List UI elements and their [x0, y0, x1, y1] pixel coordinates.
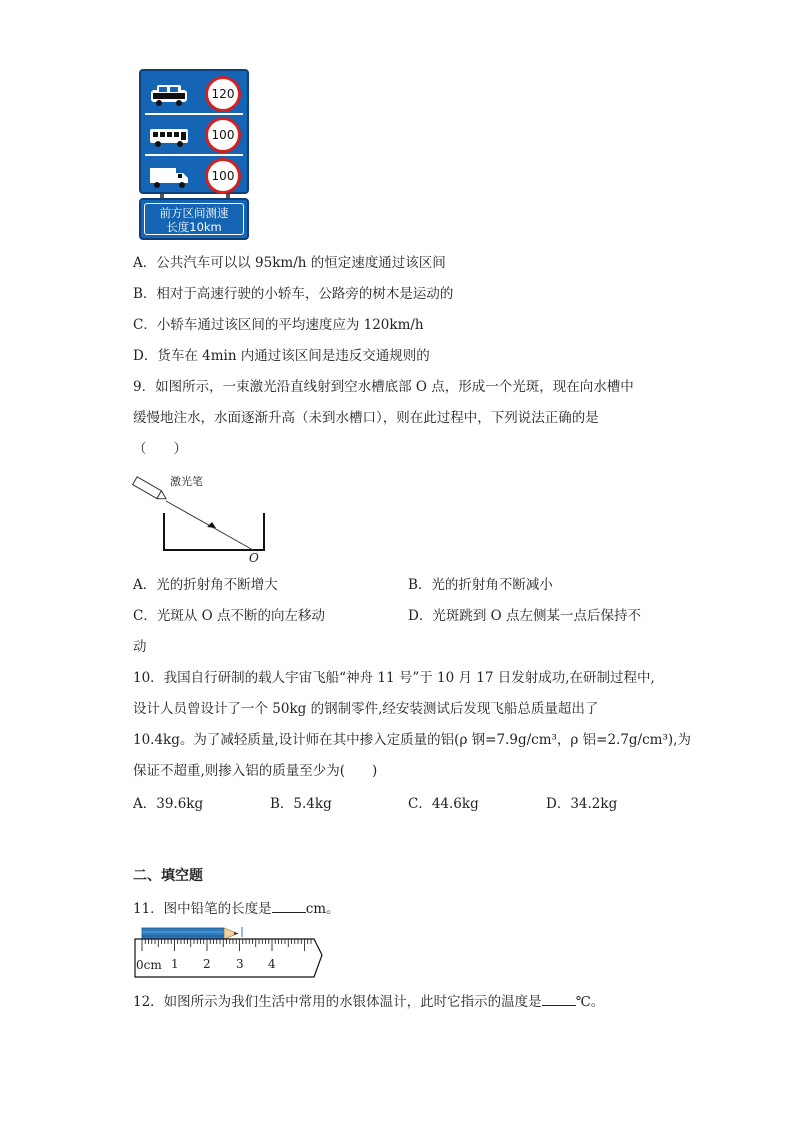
- q9-stem-line3: （ ）: [133, 441, 187, 457]
- q10-option-b: B．5.4kg: [270, 796, 332, 812]
- ruler-pencil-figure: [132, 925, 324, 983]
- section-speed-sign: [139, 198, 249, 240]
- ruler-label-0: 0cm: [136, 958, 162, 972]
- q12-prefix: 12．如图所示为我们生活中常用的水银体温计，此时它指示的温度是: [133, 994, 542, 1010]
- sign-row-bus: [147, 117, 241, 151]
- sign-text-line2: 长度10km: [166, 220, 222, 234]
- q10-stem-line1: 10．我国自行研制的载人宇宙飞船“神舟 11 号”于 10 月 17 日发射成功,在研制过程中,: [133, 670, 655, 686]
- laser-pen-label: 激光笔: [170, 475, 203, 488]
- q12-answer-blank[interactable]: [542, 991, 576, 1006]
- speed-limit-120: 120: [205, 76, 241, 112]
- q11-answer-blank[interactable]: [272, 898, 306, 913]
- q10-stem-line3: 10.4kg。为了减轻质量,设计师在其中掺入定质量的铝(ρ 钢=7.9g/cm³，ρ 铝=2.7g/cm³),为: [133, 732, 691, 748]
- ruler-label-1: 1: [171, 957, 179, 971]
- sign-row-car: [147, 76, 241, 110]
- ruler-label-2: 2: [203, 957, 211, 971]
- q12-stem: [133, 991, 604, 1012]
- sign-row-truck: [147, 158, 241, 192]
- q9-option-d: D．光斑跳到 O 点左侧某一点后保持不: [408, 608, 641, 624]
- q9-stem-line1: 9．如图所示，一束激光沿直线射到空水槽底部 O 点，形成一个光斑，现在向水槽中: [133, 379, 634, 395]
- q11-prefix: 11．图中铅笔的长度是: [133, 901, 272, 917]
- q11-stem: [133, 898, 340, 919]
- q11-suffix: cm。: [305, 901, 340, 917]
- ruler-label-4: 4: [268, 957, 276, 971]
- q10-option-c: C．44.6kg: [408, 796, 479, 812]
- speed-limit-sign: [139, 69, 249, 194]
- q9-stem-line2: 缓慢地注水，水面逐渐升高（未到水槽口），则在此过程中，下列说法正确的是: [133, 410, 599, 426]
- bus-icon: [149, 123, 189, 149]
- q9-option-c: C．光斑从 O 点不断的向左移动: [133, 608, 325, 624]
- q8-option-c: C．小轿车通过该区间的平均速度应为 120km/h: [133, 317, 424, 333]
- q8-option-b: B．相对于高速行驶的小轿车，公路旁的树木是运动的: [133, 286, 454, 302]
- q10-option-d: D．34.2kg: [546, 796, 618, 812]
- sign-divider: [145, 113, 243, 115]
- q8-option-a: A．公共汽车可以以 95km/h 的恒定速度通过该区间: [133, 255, 446, 271]
- car-icon: [149, 82, 189, 108]
- q9-option-d-cont: 动: [133, 639, 147, 655]
- section-title: 二、填空题: [133, 868, 203, 884]
- sign-divider: [145, 154, 243, 156]
- q10-option-a: A．39.6kg: [133, 796, 204, 812]
- q9-option-a: A．光的折射角不断增大: [133, 577, 278, 593]
- q9-option-b: B．光的折射角不断减小: [408, 577, 553, 593]
- speed-limit-100-truck: 100: [205, 158, 241, 194]
- q12-suffix: ℃。: [575, 994, 605, 1010]
- truck-icon: [149, 164, 189, 190]
- q10-stem-line4: 保证不超重,则掺入铝的质量至少为( ): [133, 763, 378, 779]
- sign-text-line1: 前方区间测速: [159, 206, 229, 220]
- ruler-label-3: 3: [236, 957, 244, 971]
- q10-stem-line2: 设计人员曾设计了一个 50kg 的钢制零件,经安装测试后发现飞船总质量超出了: [133, 701, 599, 717]
- q8-option-d: D．货车在 4min 内通过该区间是违反交通规则的: [133, 348, 430, 364]
- speed-limit-100-bus: 100: [205, 117, 241, 153]
- point-o-label: O: [249, 551, 259, 565]
